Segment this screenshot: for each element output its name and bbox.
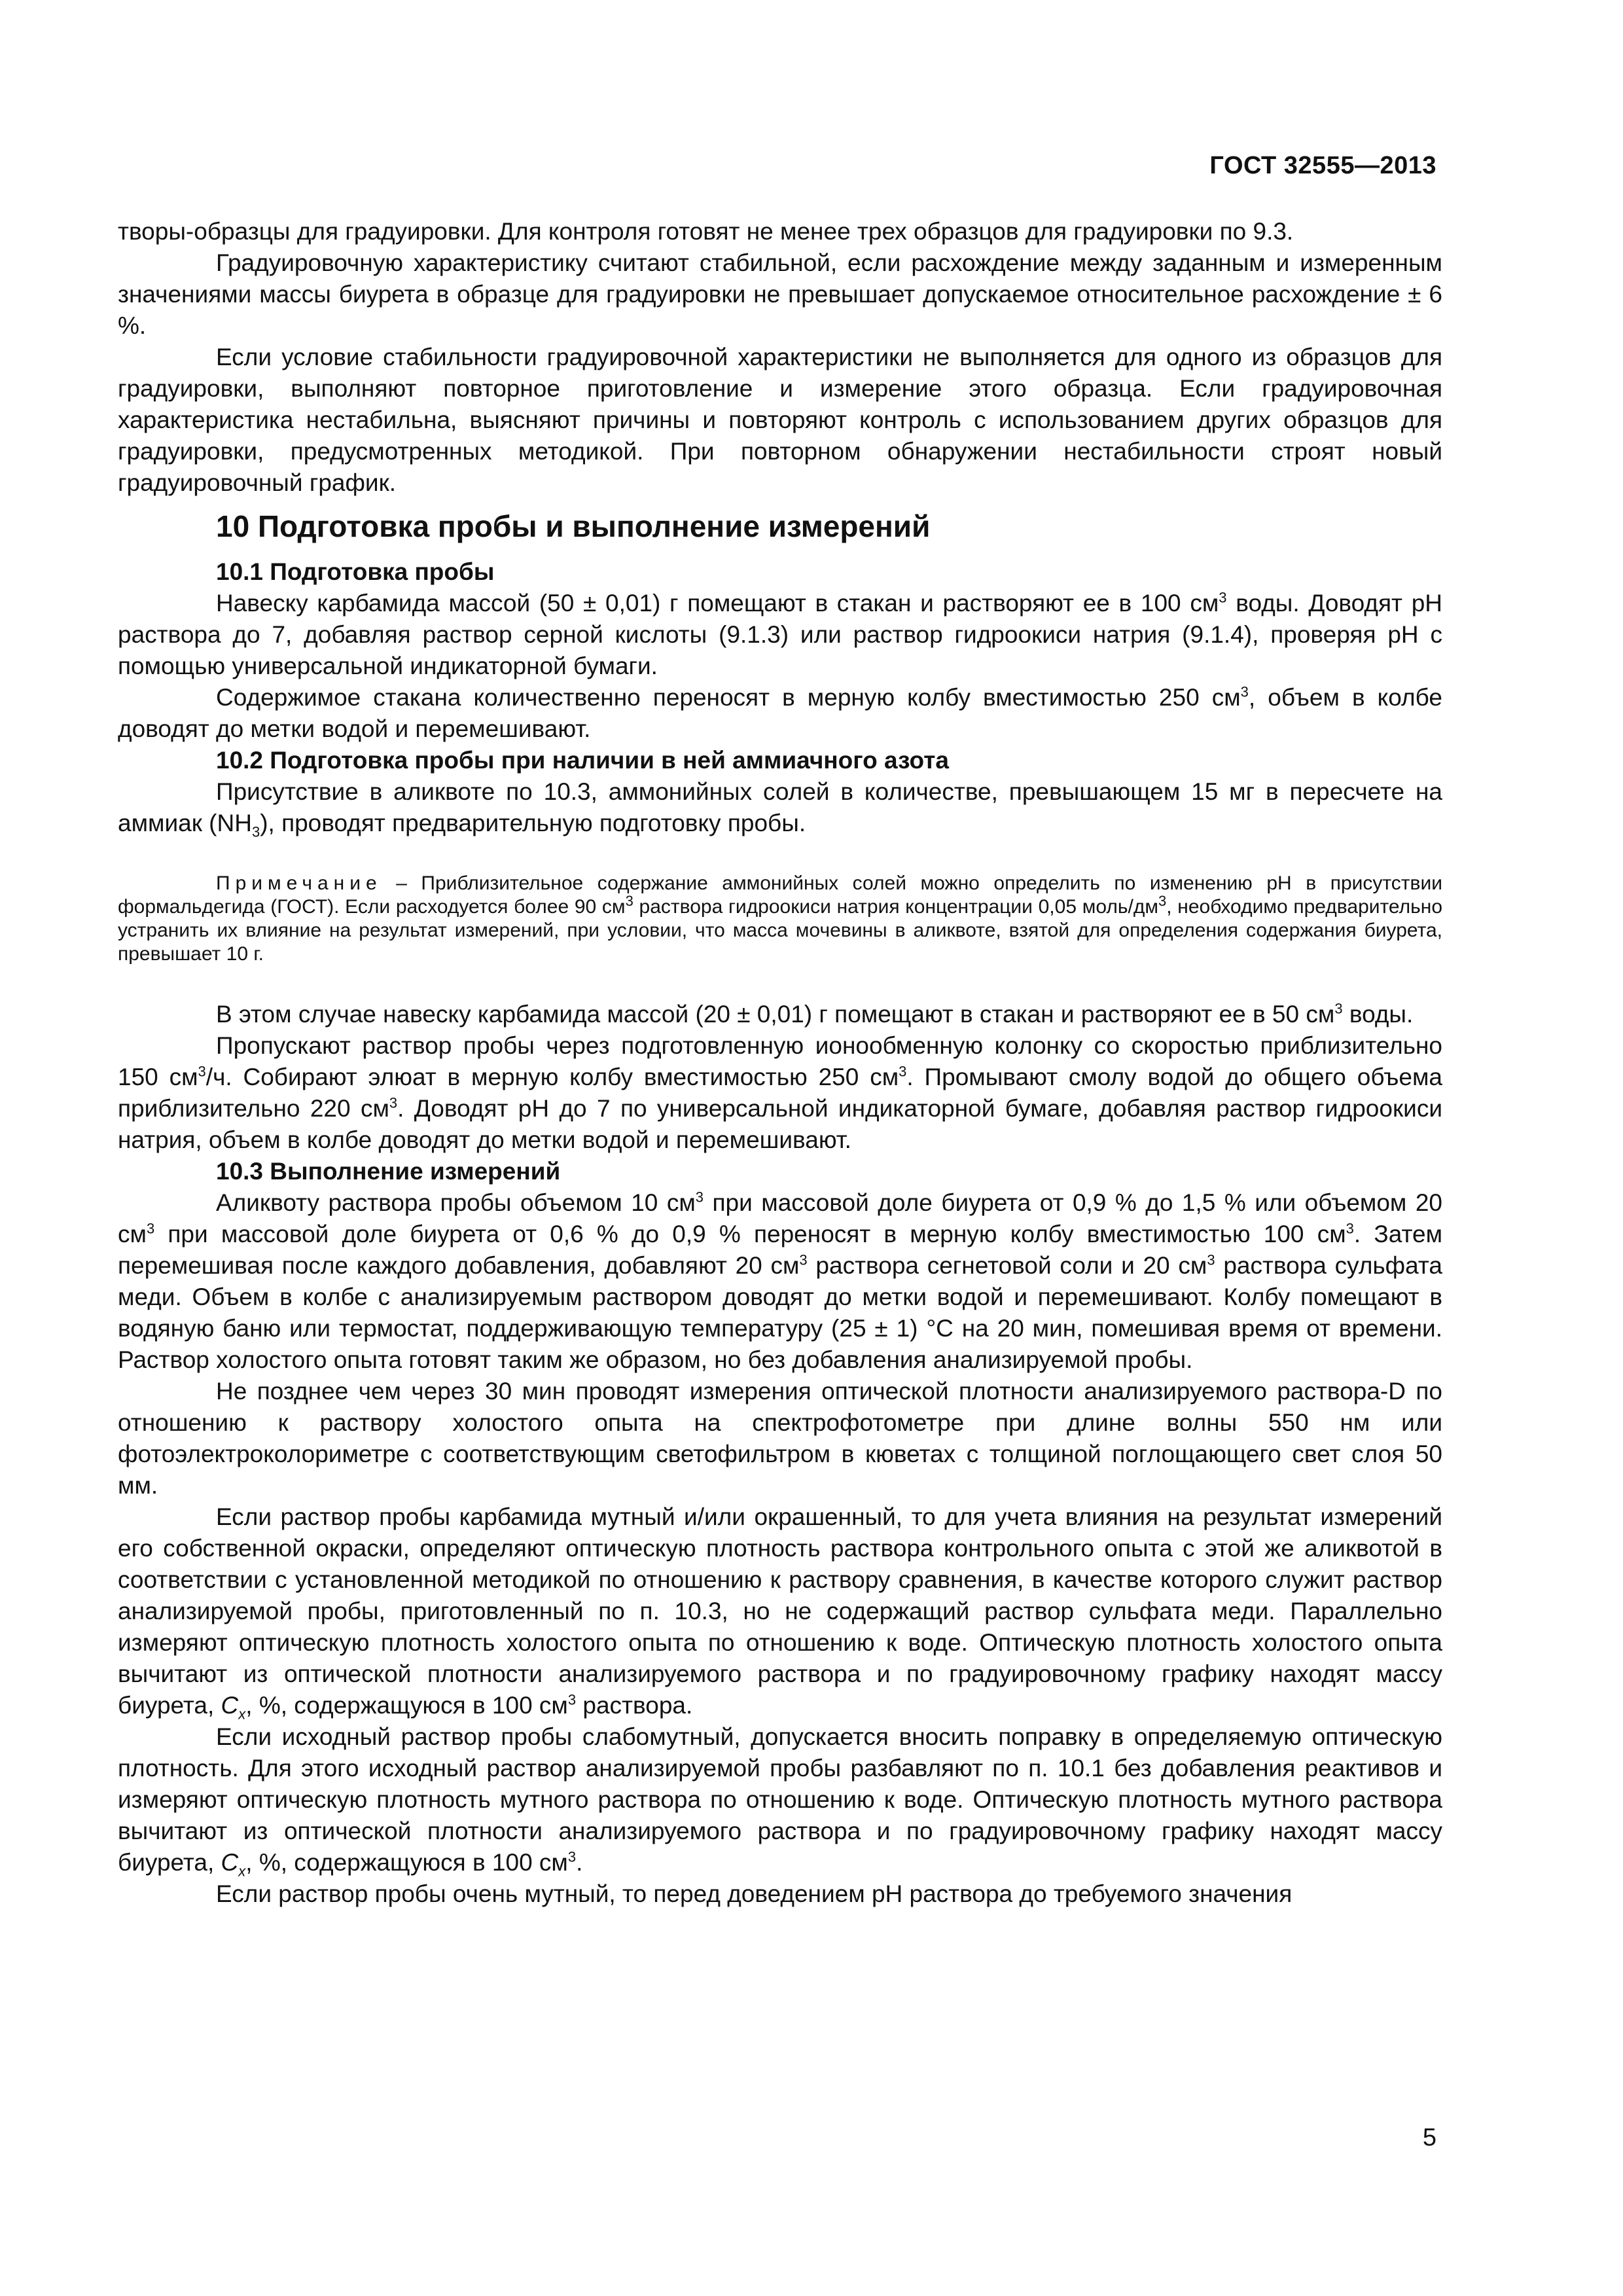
- section-10-1-title: 10.1 Подготовка пробы: [216, 558, 495, 585]
- document-header: ГОСТ 32555—2013: [1209, 152, 1436, 179]
- paragraph-10-3-aliquot: Аликвоту раствора пробы объемом 10 $см^3$ при массовой доле биурета от 0,9 % до 1,5 % или объемом 20 $см^3$ при массовой доле биурета от 0,6 % до 0,9 % переносят в мерную колбу вместимостью 100 $см^3$. Затем перемешивая после каждого добавления, добавляют 20 $см^3$ раствора сегнетовой соли и 20 $см^3$ раствора сульфата меди. Объем в колбе с анализируемым раствором доводят до метки водой и перемешивают. Колбу помещают в водяную баню или термостат, поддерживающую температуру (25 ± 1) °С на 20 мин, помешивая время от времени. Раствор холостого опыта готовят таким же образом, но без добавления анализируемой пробы.: [118, 1189, 1443, 1373]
- paragraph-stability: Градуировочную характеристику считают стабильной, если расхождение между заданным и измеренным значениями массы биурета в образце для градуировки не превышает допускаемое относительное расхождение ± 6 %.: [118, 249, 1442, 339]
- paragraph-continued: творы-образцы для градуировки. Для контроля готовят не менее трех образцов для градуировки по 9.3.: [118, 218, 1294, 245]
- document-body: [118, 216, 1442, 1910]
- section-10-3-title: 10.3 Выполнение измерений: [216, 1158, 561, 1185]
- paragraph-10-3-slightly-turbid: Если исходный раствор пробы слабомутный, допускается вносить поправку в определяемую оптическую плотность. Для этого исходный раствор анализируемой пробы разбавляют по п. 10.1 без добавления реактивов и измеряют оптическую плотность мутного раствора по отношению к воде. Оптическую плотность мутного раствора вычитают из оптической плотности анализируемого раствора и по градуировочному графику находят массу биурета, $C_x$, %, содержащуюся в 100 $см^3$.: [118, 1723, 1442, 1880]
- paragraph-10-1-weighing: Навеску карбамида массой (50 ± 0,01) г помещают в стакан и растворяют ее в 100 $см^3$ воды. Доводят pH раствора до 7, добавляя раствор серной кислоты (9.1.3) или раствор гидроокиси натрия (9.1.4), проверяя pH с помощью универсальной индикаторной бумаги.: [118, 589, 1442, 679]
- paragraph-10-3-optical: Не позднее чем через 30 мин проводят измерения оптической плотности анализируемого раствора-D по отношению к раствору холостого опыта на спектрофотометре при длине волны 550 нм или фотоэлектроколориметре с соответствующим светофильтром в кюветах с толщиной поглощающего свет слоя 50 мм.: [118, 1378, 1442, 1499]
- paragraph-10-3-very-turbid: Если раствор пробы очень мутный, то перед доведением pH раствора до требуемого значения: [216, 1880, 1293, 1907]
- paragraph-10-2-ion-exchange: Пропускают раствор пробы через подготовленную ионообменную колонку со скоростью приблизительно 150 $см^3/ч$. Собирают элюат в мерную колбу вместимостью 250 $см^3$. Промывают смолу водой до общего объема приблизительно 220 $см^3$. Доводят pH до 7 по универсальной индикаторной бумаге, добавляя раствор гидроокиси натрия, объем в колбе доводят до метки водой и перемешивают.: [118, 1032, 1443, 1153]
- page-number: 5: [1422, 2124, 1436, 2151]
- note-block: Примечание – Приблизительное содержание аммонийных солей можно определить по изменению pH в присутствии формальдегида (ГОСТ). Если расходуется более 90 $см^3$ раствора гидроокиси натрия концентрации 0,05 моль/$дм^3$, необходимо предварительно устранить их влияние на результат измерений, при условии, что масса мочевины в аликвоте, взятой для определения содержания биурета, превышает 10 г.: [118, 872, 1443, 965]
- paragraph-10-2-weighing: В этом случае навеску карбамида массой (20 ± 0,01) г помещают в стакан и растворяют ее в 50 $см^3$ воды.: [216, 1000, 1414, 1028]
- paragraph-10-2-ammonia: Присутствие в аликвоте по 10.3, аммонийных солей в количестве, превышающем 15 мг в пересчете на аммиак $(NH_3)$, проводят предварительную подготовку пробы.: [118, 778, 1442, 840]
- section-10-2-title: 10.2 Подготовка пробы при наличии в ней аммиачного азота: [216, 747, 949, 774]
- paragraph-10-1-transfer: Содержимое стакана количественно переносят в мерную колбу вместимостью 250 $см^3$, объем в колбе доводят до метки водой и перемешивают.: [118, 683, 1442, 742]
- note-label: Примечание: [216, 872, 382, 894]
- section-10-title: 10 Подготовка пробы и выполнение измерений: [216, 509, 931, 543]
- paragraph-instability: Если условие стабильности градуировочной характеристики не выполняется для одного из образцов для градуировки, выполняют повторное приготовление и измерение этого образца. Если градуировочная характеристика нестабильна, выясняют причины и повторяют контроль с использованием других образцов для градуировки, предусмотренных методикой. При повторном обнаружении нестабильности строят новый градуировочный график.: [118, 344, 1442, 496]
- paragraph-10-3-turbid: Если раствор пробы карбамида мутный и/или окрашенный, то для учета влияния на результат измерений его собственной окраски, определяют оптическую плотность раствора контрольного опыта с этой же аликвотой в соответствии с установленной методикой по отношению к раствору сравнения, в качестве которого служит раствор анализируемой пробы, приготовленный по п. 10.3, но не содержащий раствор сульфата меди. Параллельно измеряют оптическую плотность холостого опыта по отношению к воде. Оптическую плотность холостого опыта вычитают из оптической плотности анализируемого раствора и по градуировочному графику находят массу биурета, $C_x$, %, содержащуюся в 100 $см^3$ раствора.: [118, 1503, 1442, 1723]
